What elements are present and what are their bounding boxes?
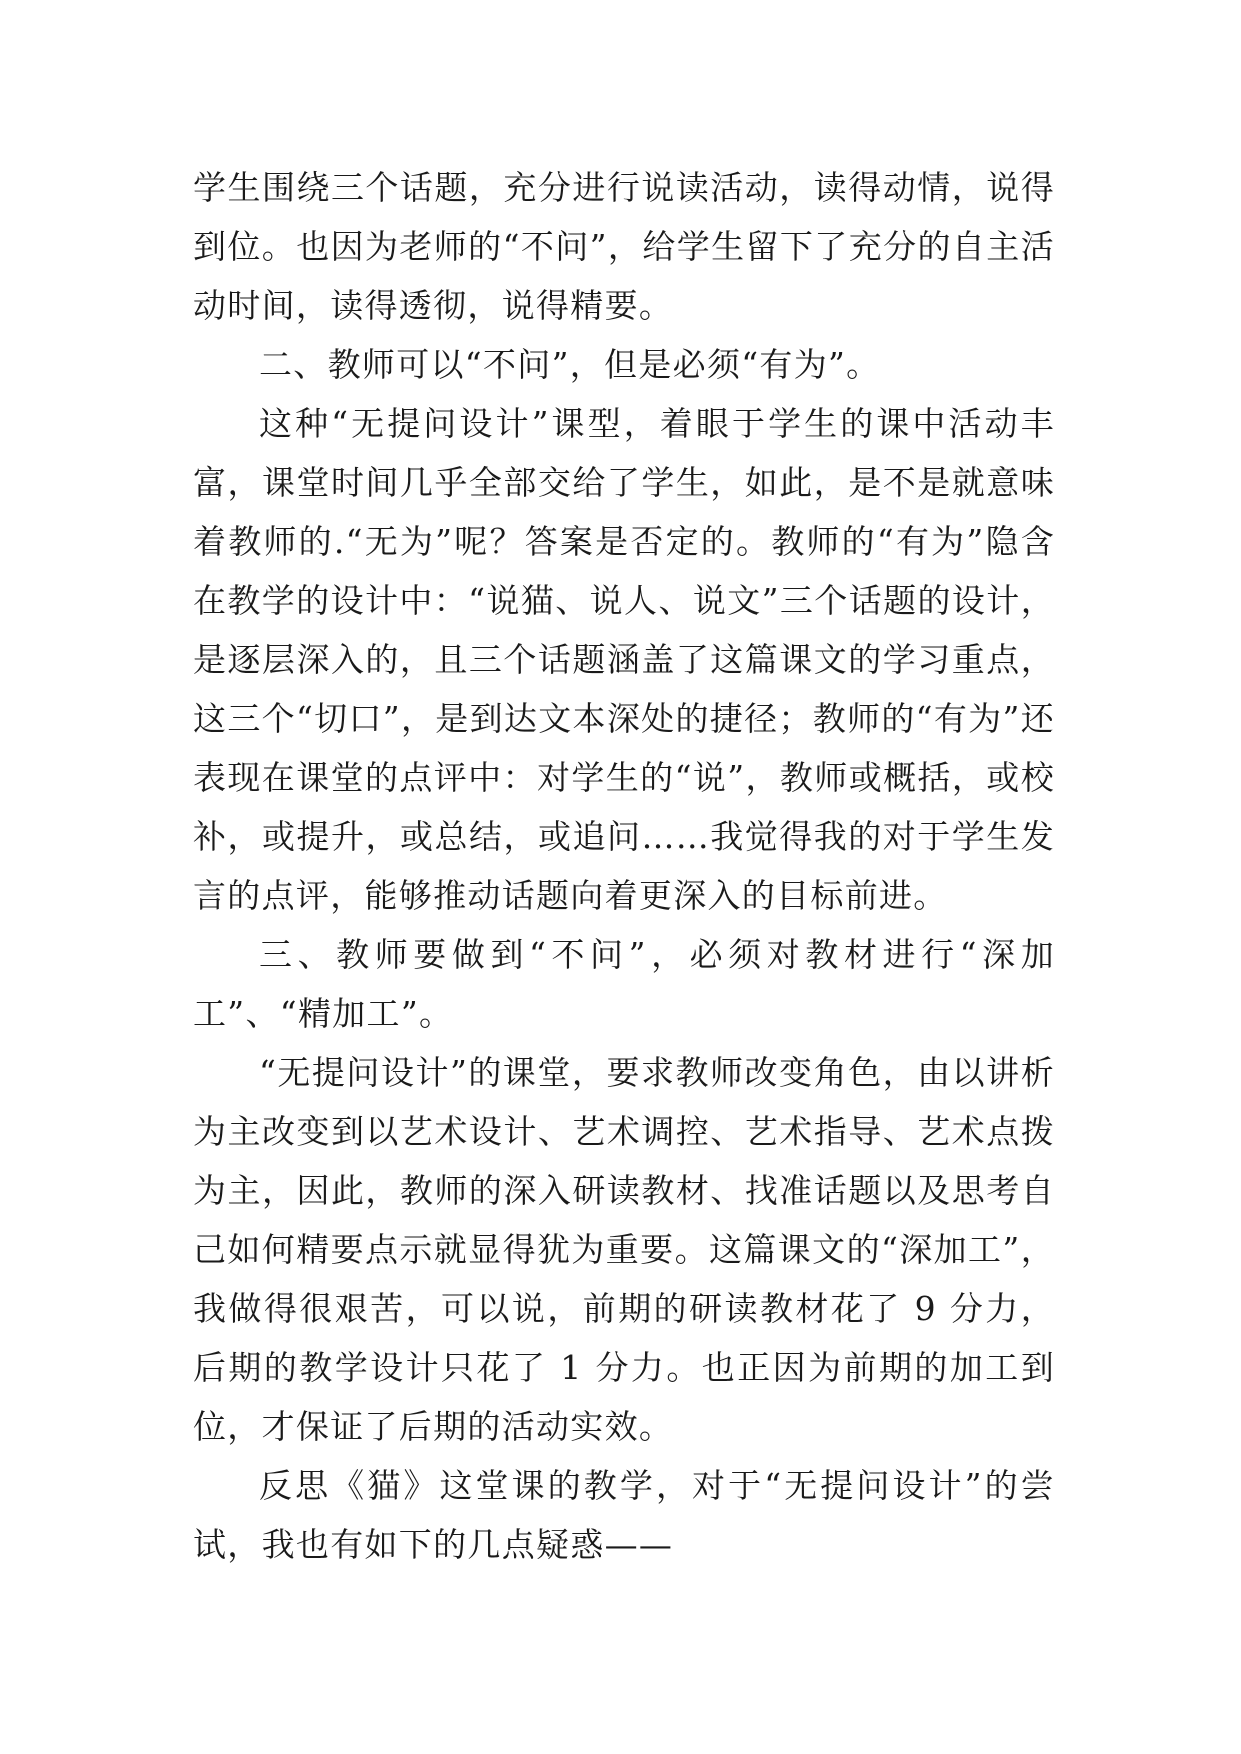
document-body (193, 158, 1055, 1574)
paragraph-6: 反思《猫》这堂课的教学，对于“无提问设计”的尝试，我也有如下的几点疑惑—— (193, 1466, 1055, 1564)
paragraph-heading-2: 二、教师可以“不问”，但是必须“有为”。 (259, 345, 881, 384)
paragraph-5: “无提问设计”的课堂，要求教师改变角色，由以讲析为主改变到以艺术设计、艺术调控、艺术指导、艺术点拨为主，因此，教师的深入研读教材、找准话题以及思考自己如何精要点示就显得犹为重要。这篇课文的“深加工”，我做得很艰苦，可以说，前期的研读教材花了 9 分力，后期的教学设计只花了 1 分力。也正因为前期的加工到位，才保证了后期的活动实效。 (193, 1053, 1055, 1446)
paragraph-1: 学生围绕三个话题，充分进行说读活动，读得动情，说得到位。也因为老师的“不问”，给学生留下了充分的自主活动时间，读得透彻，说得精要。 (193, 168, 1055, 325)
paragraph-3: 这种“无提问设计”课型，着眼于学生的课中活动丰富，课堂时间几乎全部交给了学生，如此，是不是就意味着教师的.“无为”呢？答案是否定的。教师的“有为”隐含在教学的设计中：“说猫、说人、说文”三个话题的设计，是逐层深入的，且三个话题涵盖了这篇课文的学习重点，这三个“切口”，是到达文本深处的捷径；教师的“有为”还表现在课堂的点评中：对学生的“说”，教师或概括，或校补，或提升，或总结，或追问……我觉得我的对于学生发言的点评，能够推动话题向着更深入的目标前进。 (193, 404, 1055, 915)
paragraph-heading-3: 三、教师要做到“不问”，必须对教材进行“深加工”、“精加工”。 (193, 935, 1055, 1033)
